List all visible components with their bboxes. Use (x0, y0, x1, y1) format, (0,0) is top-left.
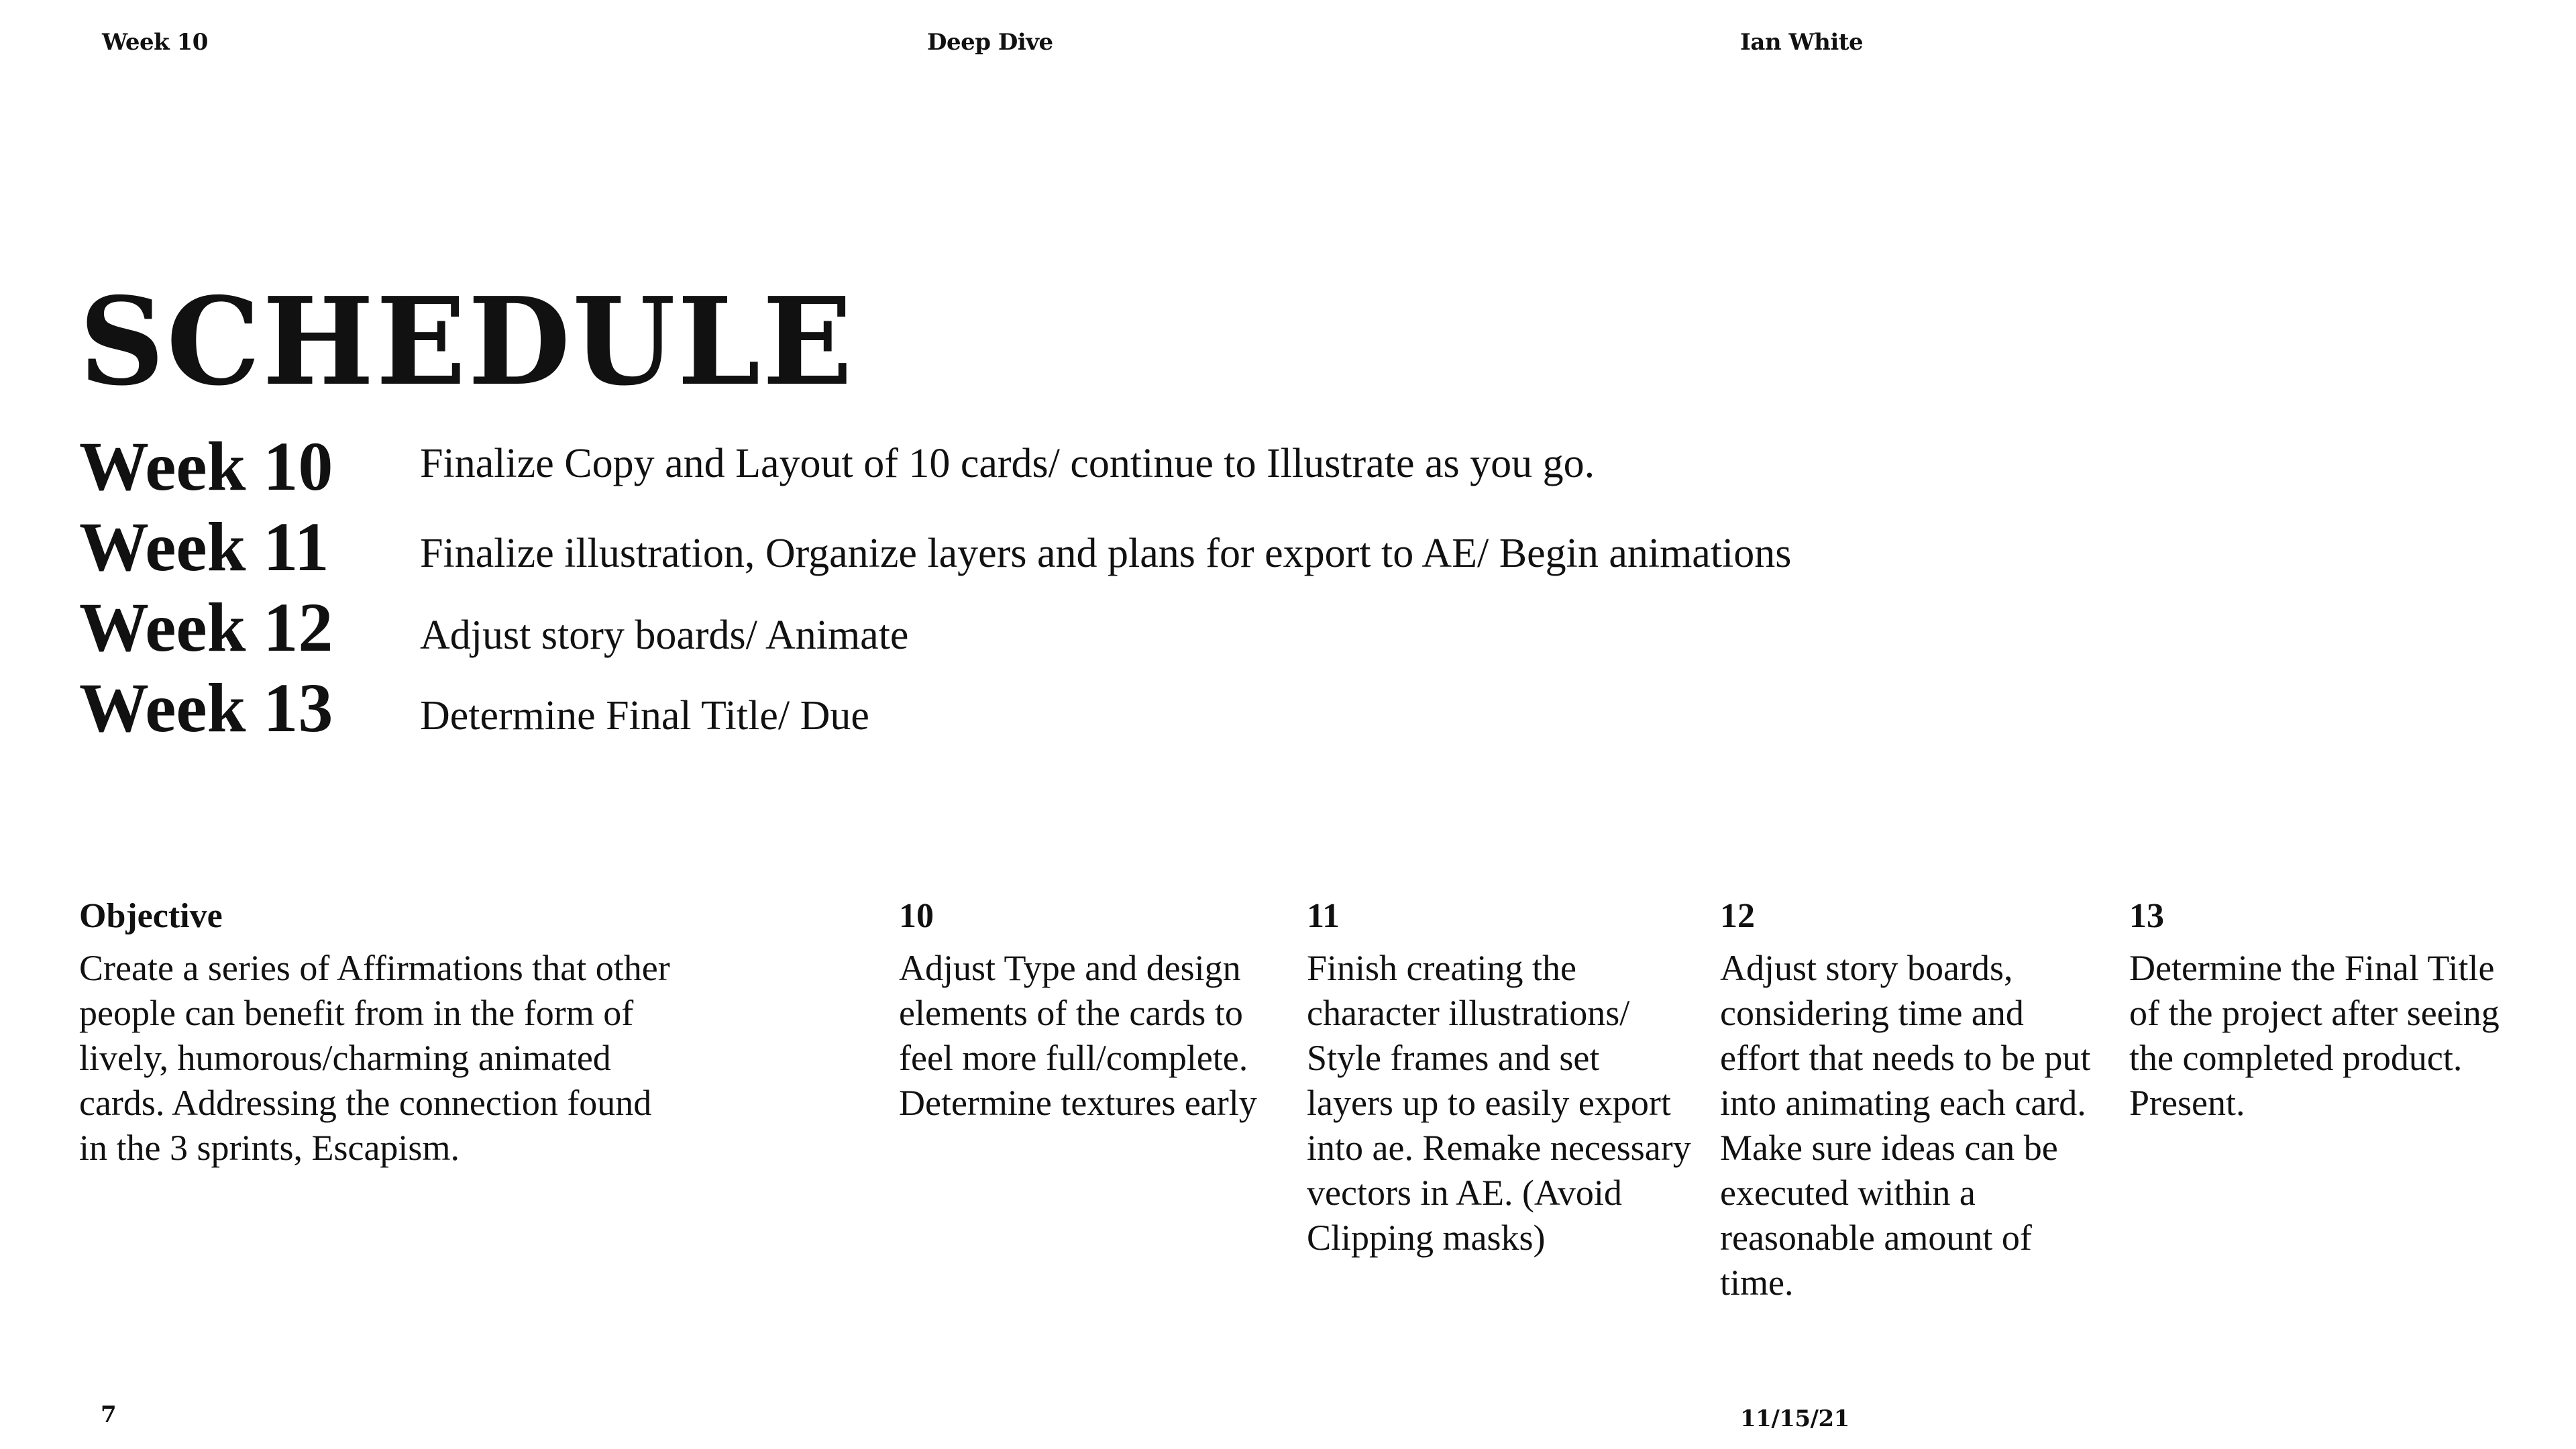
schedule-row (79, 508, 2092, 586)
week-12-column (1720, 899, 2123, 1305)
schedule-row (79, 589, 2092, 667)
column-heading: 13 (2129, 897, 2164, 935)
header-week-label: Week 10 (102, 29, 208, 56)
header-author-label: Ian White (1740, 29, 1864, 56)
schedule-row (79, 428, 2092, 506)
schedule-task: Determine Final Title/ Due (420, 693, 869, 739)
column-heading: 10 (899, 897, 934, 935)
column-body: Create a series of Affirmations that other people can benefit from in the form of lively, humorous/charming animated cards. Addressing the connection found in the 3 sprints, Escapism. (79, 948, 670, 1168)
schedule-task: Finalize illustration, Organize layers and plans for export to AE/ Begin animations (420, 531, 1792, 576)
week-13-column (2129, 899, 2545, 1126)
column-heading: Objective (79, 897, 223, 935)
column-heading: 11 (1307, 897, 1340, 935)
header-project-label: Deep Dive (927, 29, 1053, 56)
column-heading: 12 (1720, 897, 1755, 935)
page-number: 7 (101, 1401, 117, 1428)
column-body: Determine the Final Title of the project after seeing the completed product. Present. (2129, 948, 2500, 1123)
schedule-week: Week 13 (79, 669, 333, 747)
schedule-week: Week 11 (79, 508, 329, 586)
page-title: SCHEDULE (79, 270, 855, 413)
week-11-column (1307, 899, 1709, 1260)
column-body: Finish creating the character illustrations/ Style frames and set layers up to easily export into ae. Remake necessary vectors in AE. (Avoid Clipping masks) (1307, 948, 1691, 1258)
schedule-week: Week 10 (79, 428, 333, 505)
objective-column (79, 899, 723, 1171)
schedule-task: Adjust story boards/ Animate (420, 612, 909, 658)
column-body: Adjust Type and design elements of the cards to feel more full/complete. Determine textures early (899, 948, 1257, 1123)
schedule-task: Finalize Copy and Layout of 10 cards/ continue to Illustrate as you go. (420, 441, 1595, 486)
week-10-column (899, 899, 1295, 1126)
footer-date: 11/15/21 (1740, 1405, 1849, 1432)
column-body: Adjust story boards, considering time and effort that needs to be put into animating each card. Make sure ideas can be executed within a reasonable amount of time. (1720, 948, 2091, 1303)
schedule-row (79, 669, 2092, 747)
schedule-week: Week 12 (79, 589, 333, 666)
